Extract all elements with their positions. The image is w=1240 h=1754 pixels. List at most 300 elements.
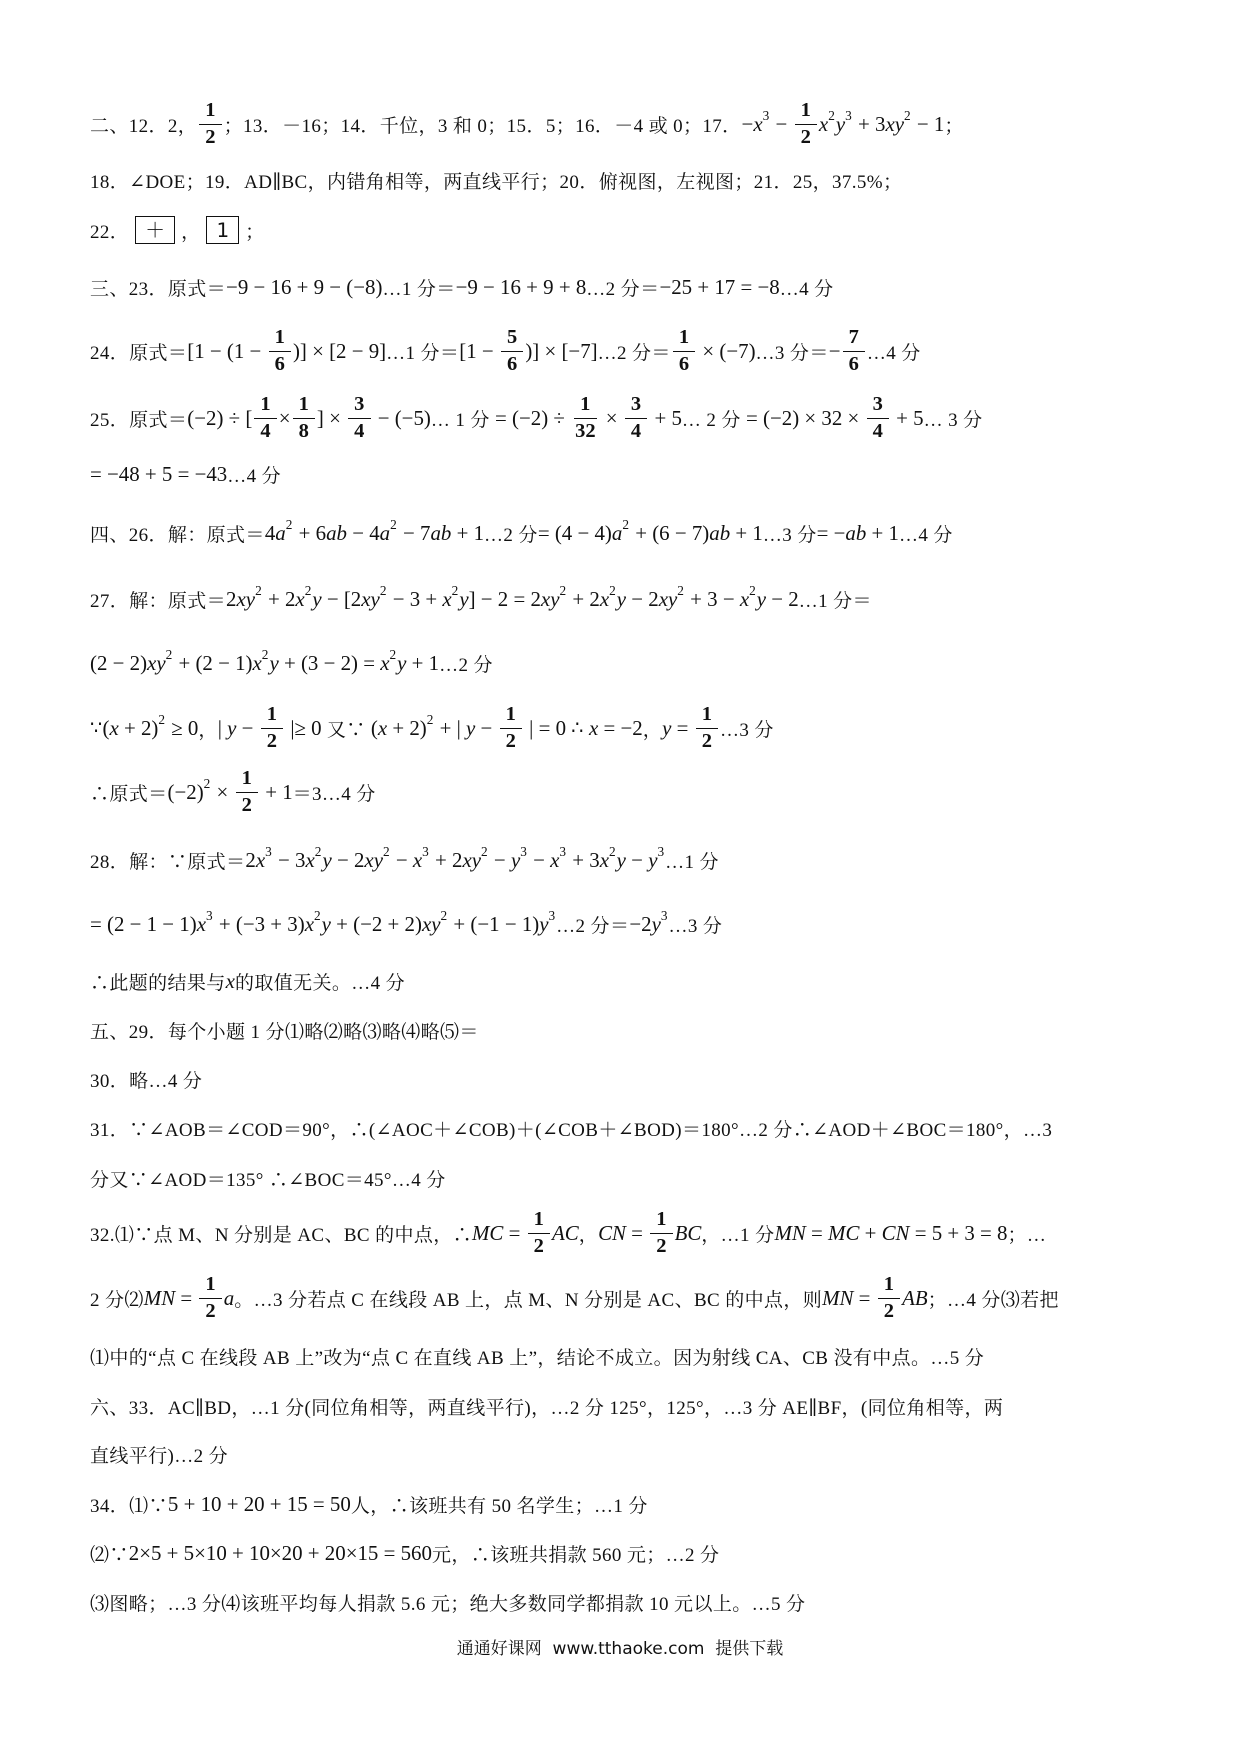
math-expression: = (4 − 4)a: [537, 520, 623, 545]
answer-line: [90, 323, 1158, 379]
math-variable: a: [845, 520, 856, 545]
text-run: 34．⑴∵: [90, 1495, 168, 1517]
text-run: …1 分: [665, 851, 719, 873]
text-run: …4 分: [227, 465, 282, 487]
text-run: 三、23．原式＝: [90, 278, 227, 300]
text-run: …4 分: [866, 342, 921, 364]
superscript: 2: [313, 907, 321, 923]
math-variable: M: [774, 1220, 792, 1245]
math-expression: MC =: [472, 1220, 526, 1245]
math-variable: x: [462, 847, 472, 872]
text-run: ⑴中的“点 C 在线段 AB 上”改为“点 C 在直线 AB 上”，结论不成立。因为射线 CA、CB 没有中点。…5 分: [90, 1347, 985, 1369]
answer-box: ＋: [135, 216, 175, 244]
answer-line: [90, 96, 1158, 152]
answer-line: [90, 202, 1158, 258]
text-run: 。…3 分若点 C 在线段 AB 上，点 M、N 分别是 AC、BC 的中点，则: [234, 1289, 823, 1311]
fraction-numerator: 1: [236, 767, 258, 793]
math-expression: y] − 2 = 2xy: [459, 586, 560, 611]
fraction: [269, 326, 291, 376]
math-variable: y: [550, 586, 560, 611]
superscript: 2: [451, 582, 459, 598]
text-run: …4 分: [779, 278, 834, 300]
answer-box: 1: [206, 216, 239, 244]
text-run: 32.⑴∵点 M、N 分别是 AC、BC 的中点，∴: [90, 1224, 472, 1246]
math-variable: b: [336, 520, 347, 545]
answer-line: [90, 764, 1158, 820]
math-variable: N: [791, 1220, 806, 1245]
math-expression: [224, 1286, 234, 1311]
fraction-denominator: 6: [506, 352, 518, 375]
fraction-numerator: 1: [199, 99, 221, 125]
math-variable: x: [753, 111, 763, 136]
fraction-numerator: 1: [650, 1208, 672, 1234]
fraction-denominator: 2: [205, 125, 216, 148]
fraction: [673, 326, 695, 376]
text-run: …1 分＝: [386, 342, 460, 364]
answer-line: [90, 1328, 1158, 1384]
math-expression: + 3xy: [852, 111, 905, 136]
fraction-numerator: 1: [293, 393, 315, 419]
math-variable: x: [658, 586, 669, 611]
fraction-numerator: 1: [878, 1273, 900, 1299]
math-expression: − (−5): [372, 405, 431, 430]
answer-line: [90, 1574, 1158, 1630]
math-variable: a: [379, 520, 391, 545]
superscript: 2: [158, 711, 166, 727]
superscript: 3: [660, 907, 668, 923]
text-run: …2 分＝: [586, 278, 660, 300]
math-variable: A: [551, 1220, 565, 1245]
math-expression: + 5: [649, 405, 682, 430]
answer-line: [90, 1100, 1158, 1156]
fraction-denominator: 2: [883, 1299, 894, 1322]
text-run: 30．略…4 分: [90, 1070, 203, 1092]
math-expression: |≥ 0: [285, 715, 327, 740]
math-variable: y: [616, 586, 627, 611]
math-expression: + (6 − 7)ab + 1: [629, 520, 763, 545]
superscript: 2: [379, 582, 387, 598]
text-run: 24．原式＝: [90, 342, 188, 364]
fraction-numerator: 7: [843, 326, 865, 352]
math-variable: N: [161, 1285, 176, 1310]
math-variable: x: [885, 111, 895, 136]
fraction: [293, 393, 315, 443]
fraction-denominator: 2: [266, 729, 278, 752]
math-variable: x: [599, 847, 610, 872]
math-variable: x: [236, 586, 246, 611]
text-run: 二、12．2，: [90, 115, 198, 137]
math-variable: x: [380, 650, 390, 675]
math-expression: = −ab + 1: [816, 520, 900, 545]
answer-line: [90, 1525, 1158, 1581]
text-run: 28．解：∵原式＝: [90, 851, 246, 873]
fraction-numerator: 3: [625, 393, 647, 419]
text-run: ∵: [90, 717, 103, 739]
math-variable: M: [472, 1220, 490, 1245]
math-variable: B: [914, 1285, 928, 1310]
math-expression: −9 − 16 + 9 + 8: [455, 274, 587, 299]
text-run: 四、26．解：原式＝: [90, 524, 265, 546]
fraction-denominator: 2: [241, 793, 252, 816]
math-variable: y: [510, 847, 521, 872]
text-run: ，: [578, 1224, 599, 1246]
fraction: [254, 393, 276, 443]
superscript: 3: [520, 843, 527, 859]
fraction-numerator: 1: [528, 1208, 550, 1234]
math-variable: y: [312, 586, 322, 611]
fraction-numerator: 1: [269, 326, 291, 352]
math-expression: CN =: [598, 1220, 649, 1245]
text-run: ∴原式＝: [90, 783, 168, 805]
math-expression: [1 − (1 −: [187, 338, 267, 363]
text-run: ，: [642, 719, 663, 741]
math-expression: 2x: [245, 847, 266, 872]
fraction: [236, 767, 258, 817]
fraction-numerator: 1: [500, 703, 522, 729]
math-expression: [1 −: [459, 338, 499, 363]
fraction-denominator: 6: [678, 352, 690, 375]
superscript: 2: [261, 646, 269, 662]
fraction-denominator: 4: [872, 419, 883, 442]
math-variable: x: [109, 715, 119, 740]
superscript: 2: [285, 516, 293, 532]
math-expression: −9 − 16 + 9 − (−8): [226, 274, 383, 299]
superscript: 2: [828, 107, 835, 123]
text-run: ∴此题的结果与: [90, 972, 226, 994]
fraction: [199, 1273, 221, 1323]
math-variable: y: [321, 911, 331, 936]
math-expression: − y: [488, 847, 521, 872]
text-run: 2 分⑵: [90, 1289, 144, 1311]
text-run: 的取值无关。…4 分: [234, 972, 406, 994]
math-expression: 2×5 + 5×10 + 10×20 + 20×15 = 560: [128, 1540, 432, 1565]
math-expression: y =: [662, 715, 694, 740]
answer-line: [90, 700, 1158, 756]
math-variable: y: [227, 715, 237, 740]
math-expression: y + (−2 + 2)xy: [321, 911, 441, 936]
math-variable: N: [612, 1220, 626, 1245]
fraction: [867, 393, 889, 443]
answer-line: [90, 1476, 1158, 1532]
answer-line: [90, 635, 1158, 691]
math-variable: x: [361, 586, 371, 611]
superscript: 3: [845, 107, 852, 123]
superscript: 3: [762, 107, 770, 123]
math-variable: x: [305, 847, 315, 872]
math-expression: | = 0: [523, 715, 572, 740]
fraction: [500, 703, 522, 753]
fraction: [696, 703, 718, 753]
math-expression: (x + 2): [365, 715, 427, 740]
text-run: …1 分＝: [798, 590, 872, 612]
text-run: 人，∴该班共有 50 名学生；…1 分: [350, 1495, 648, 1517]
math-variable: x: [364, 847, 374, 872]
text-run: 又∵: [326, 719, 366, 741]
math-variable: a: [223, 1285, 235, 1310]
math-variable: y: [648, 847, 658, 872]
math-expression: − x: [390, 847, 423, 872]
math-variable: N: [839, 1285, 854, 1310]
math-variable: y: [756, 586, 767, 611]
math-expression: [675, 1221, 702, 1246]
math-expression: − 1: [911, 111, 945, 136]
math-expression: −: [770, 111, 793, 136]
math-expression: + (−1 − 1)y: [448, 911, 549, 936]
fraction-denominator: 2: [656, 1234, 667, 1257]
math-expression: [836, 112, 845, 137]
text-run: …4 分: [899, 524, 953, 546]
fraction-numerator: 3: [348, 393, 370, 419]
superscript: 2: [559, 582, 567, 598]
math-variable: a: [611, 520, 623, 545]
superscript: 2: [622, 516, 629, 532]
math-variable: y: [539, 911, 549, 936]
answer-line: [90, 446, 1158, 502]
math-expression: + 2x: [262, 586, 305, 611]
math-variable: x: [421, 911, 432, 936]
math-expression: − x: [527, 847, 560, 872]
text-run: ；: [944, 115, 964, 137]
math-expression: | y −: [217, 715, 259, 740]
math-variable: y: [156, 650, 166, 675]
superscript: 2: [382, 843, 390, 859]
math-variable: x: [818, 111, 829, 136]
superscript: 2: [165, 646, 173, 662]
math-variable: y: [835, 111, 846, 136]
text-run: 18．∠DOE；19．AD∥BC，内错角相等，两直线平行；20．俯视图，左视图；21．25，37.5%；: [90, 171, 903, 193]
math-variable: x: [225, 968, 235, 993]
fraction: [348, 393, 370, 443]
math-expression: + 2x: [567, 586, 610, 611]
text-run: 27．解：原式＝: [90, 590, 227, 612]
math-expression: −2y: [629, 911, 661, 936]
math-variable: y: [471, 847, 482, 872]
superscript: 3: [657, 843, 665, 859]
superscript: 2: [609, 582, 616, 598]
math-expression: 4a: [264, 520, 286, 545]
math-variable: y: [322, 847, 332, 872]
fraction-numerator: 1: [261, 703, 283, 729]
math-expression: )] × [2 − 9]: [292, 338, 387, 363]
text-run: ；13．－16；14．千位，3 和 0；15．5；16．－4 或 0；17．: [223, 115, 742, 137]
fraction-numerator: 1: [795, 99, 817, 125]
fraction-numerator: 1: [254, 393, 276, 419]
math-variable: y: [370, 586, 380, 611]
text-run: …3 分: [762, 524, 817, 546]
answer-line: [90, 832, 1158, 888]
math-variable: y: [373, 847, 383, 872]
math-expression: − 3x: [272, 847, 315, 872]
fraction-numerator: 1: [673, 326, 695, 352]
superscript: 2: [389, 646, 397, 662]
math-expression: MN = MC + CN = 5 + 3 = 8: [774, 1220, 1008, 1245]
fraction-denominator: 2: [205, 1299, 216, 1322]
answer-line: [90, 259, 1158, 315]
math-variable: x: [295, 586, 305, 611]
math-variable: x: [588, 715, 599, 740]
text-run: 元，∴该班共捐款 560 元；…2 分: [431, 1544, 720, 1566]
math-variable: x: [252, 650, 262, 675]
math-expression: (2 − 2)xy: [90, 650, 166, 675]
math-variable: x: [442, 586, 452, 611]
math-expression: × (−7): [697, 338, 756, 363]
math-expression: + | y −: [434, 715, 498, 740]
math-variable: M: [828, 1220, 846, 1245]
superscript: 2: [426, 711, 434, 727]
fraction: [625, 393, 647, 443]
text-run: ；…4 分⑶若把: [927, 1289, 1059, 1311]
math-variable: x: [147, 650, 157, 675]
text-run: …2 分＝: [597, 342, 671, 364]
text-run: … 3 分: [923, 409, 983, 431]
math-variable: y: [431, 911, 441, 936]
fraction-denominator: 32: [575, 419, 596, 442]
math-variable: a: [275, 520, 286, 545]
fraction-denominator: 8: [298, 419, 309, 442]
text-run: ，: [198, 719, 218, 741]
fraction: [501, 326, 523, 376]
math-expression: = (−2) × 32 ×: [740, 405, 865, 430]
math-variable: y: [269, 650, 279, 675]
answer-line: [90, 1051, 1158, 1107]
math-expression: y − 2: [756, 586, 799, 611]
answer-line: [90, 1270, 1158, 1326]
text-run: ⑵∵: [90, 1544, 129, 1566]
math-expression: ×: [600, 405, 623, 430]
math-expression: −: [828, 338, 841, 363]
math-expression: [819, 112, 828, 137]
math-variable: b: [719, 520, 731, 545]
fraction-denominator: 2: [505, 729, 516, 752]
fraction-denominator: 2: [701, 729, 712, 752]
fraction-denominator: 6: [274, 352, 285, 375]
text-run: ＝3…4 分: [292, 783, 376, 805]
math-variable: C: [564, 1220, 579, 1245]
fraction: [261, 703, 283, 753]
math-expression: ×: [278, 405, 291, 430]
superscript: 3: [559, 843, 567, 859]
text-run: 六、33．AC∥BD，…1 分(同位角相等，两直线平行)，…2 分 125°，125°，…3 分 AE∥BF，(同位角相等，两: [90, 1397, 1004, 1419]
text-run: …2 分: [484, 524, 538, 546]
math-expression: ] ×: [316, 405, 347, 430]
math-expression: = (2 − 1 − 1)x: [90, 911, 206, 936]
superscript: 2: [749, 582, 756, 598]
superscript: 3: [422, 843, 429, 859]
math-variable: a: [326, 520, 337, 545]
math-expression: (−2): [167, 779, 204, 804]
math-expression: [552, 1221, 579, 1246]
fraction-denominator: 4: [354, 419, 365, 442]
math-variable: N: [895, 1220, 910, 1245]
text-run: ；…: [1007, 1224, 1047, 1246]
superscript: 2: [304, 582, 312, 598]
math-expression: (x + 2): [102, 715, 159, 740]
math-variable: x: [540, 586, 551, 611]
text-run: …3 分: [668, 915, 723, 937]
fraction-denominator: 4: [260, 419, 271, 442]
math-variable: C: [489, 1220, 504, 1245]
math-expression: y − [2xy: [312, 586, 380, 611]
fraction-denominator: 2: [800, 125, 811, 148]
math-expression: (−2) ÷ [: [187, 405, 253, 430]
answer-line: [90, 571, 1158, 627]
math-variable: M: [143, 1285, 162, 1310]
math-variable: y: [397, 650, 407, 675]
fraction-denominator: 2: [533, 1234, 544, 1257]
math-expression: MN =: [143, 1285, 198, 1310]
answer-line: [90, 1205, 1158, 1261]
text-run: ；: [245, 221, 265, 243]
fraction: [528, 1208, 550, 1258]
text-run: …1 分＝: [382, 278, 456, 300]
math-variable: C: [845, 1220, 860, 1245]
page-footer: 通通好课网 www.tthaoke.com 提供下载: [456, 1639, 784, 1659]
text-run: ，…1 分: [701, 1224, 775, 1246]
superscript: 3: [206, 907, 213, 923]
math-variable: C: [881, 1220, 896, 1245]
superscript: 2: [609, 843, 616, 859]
fraction-numerator: 1: [574, 393, 596, 419]
superscript: 2: [677, 582, 684, 598]
answer-line: [90, 1002, 1158, 1058]
math-expression: + 3x: [567, 847, 610, 872]
math-expression: y + 1: [397, 650, 440, 675]
fraction-numerator: 1: [199, 1273, 221, 1299]
superscript: 2: [481, 843, 488, 859]
fraction-numerator: 3: [867, 393, 889, 419]
text-run: … 2 分: [681, 409, 741, 431]
math-variable: M: [822, 1285, 840, 1310]
math-variable: b: [855, 520, 867, 545]
math-expression: − 3 + x: [387, 586, 452, 611]
math-expression: = (−2) ÷: [489, 405, 571, 430]
math-expression: y − 2xy: [616, 586, 678, 611]
math-variable: x: [550, 847, 560, 872]
text-run: ，: [181, 221, 201, 243]
fraction: [199, 99, 221, 149]
answer-line: [90, 152, 1158, 208]
fraction: [650, 1208, 672, 1258]
fraction-numerator: 5: [501, 326, 523, 352]
superscript: 2: [255, 582, 262, 598]
answer-line: [90, 1150, 1158, 1206]
math-variable: B: [674, 1220, 688, 1245]
math-variable: y: [245, 586, 256, 611]
superscript: 2: [203, 775, 211, 791]
math-variable: a: [709, 520, 720, 545]
math-variable: x: [412, 847, 423, 872]
fraction-numerator: 1: [696, 703, 718, 729]
math-expression: −x: [741, 111, 763, 136]
math-expression: + 1: [259, 779, 293, 804]
math-expression: = −48 + 5 = −43: [90, 461, 228, 486]
fraction-denominator: 4: [630, 419, 642, 442]
answer-line: [90, 1426, 1158, 1482]
text-run: …2 分＝: [556, 915, 630, 937]
superscript: 2: [390, 516, 397, 532]
text-run: …2 分: [439, 654, 493, 676]
math-variable: a: [430, 520, 441, 545]
math-expression: − 7ab + 1: [397, 520, 485, 545]
math-expression: y − y: [616, 847, 658, 872]
math-expression: + (2 − 1)x: [173, 650, 262, 675]
fraction: [795, 99, 817, 149]
math-expression: ≥ 0: [166, 715, 199, 740]
superscript: 3: [548, 907, 556, 923]
text-run: …3 分＝: [755, 342, 829, 364]
math-expression: + 6ab − 4a: [293, 520, 391, 545]
math-expression: + 2xy: [429, 847, 482, 872]
